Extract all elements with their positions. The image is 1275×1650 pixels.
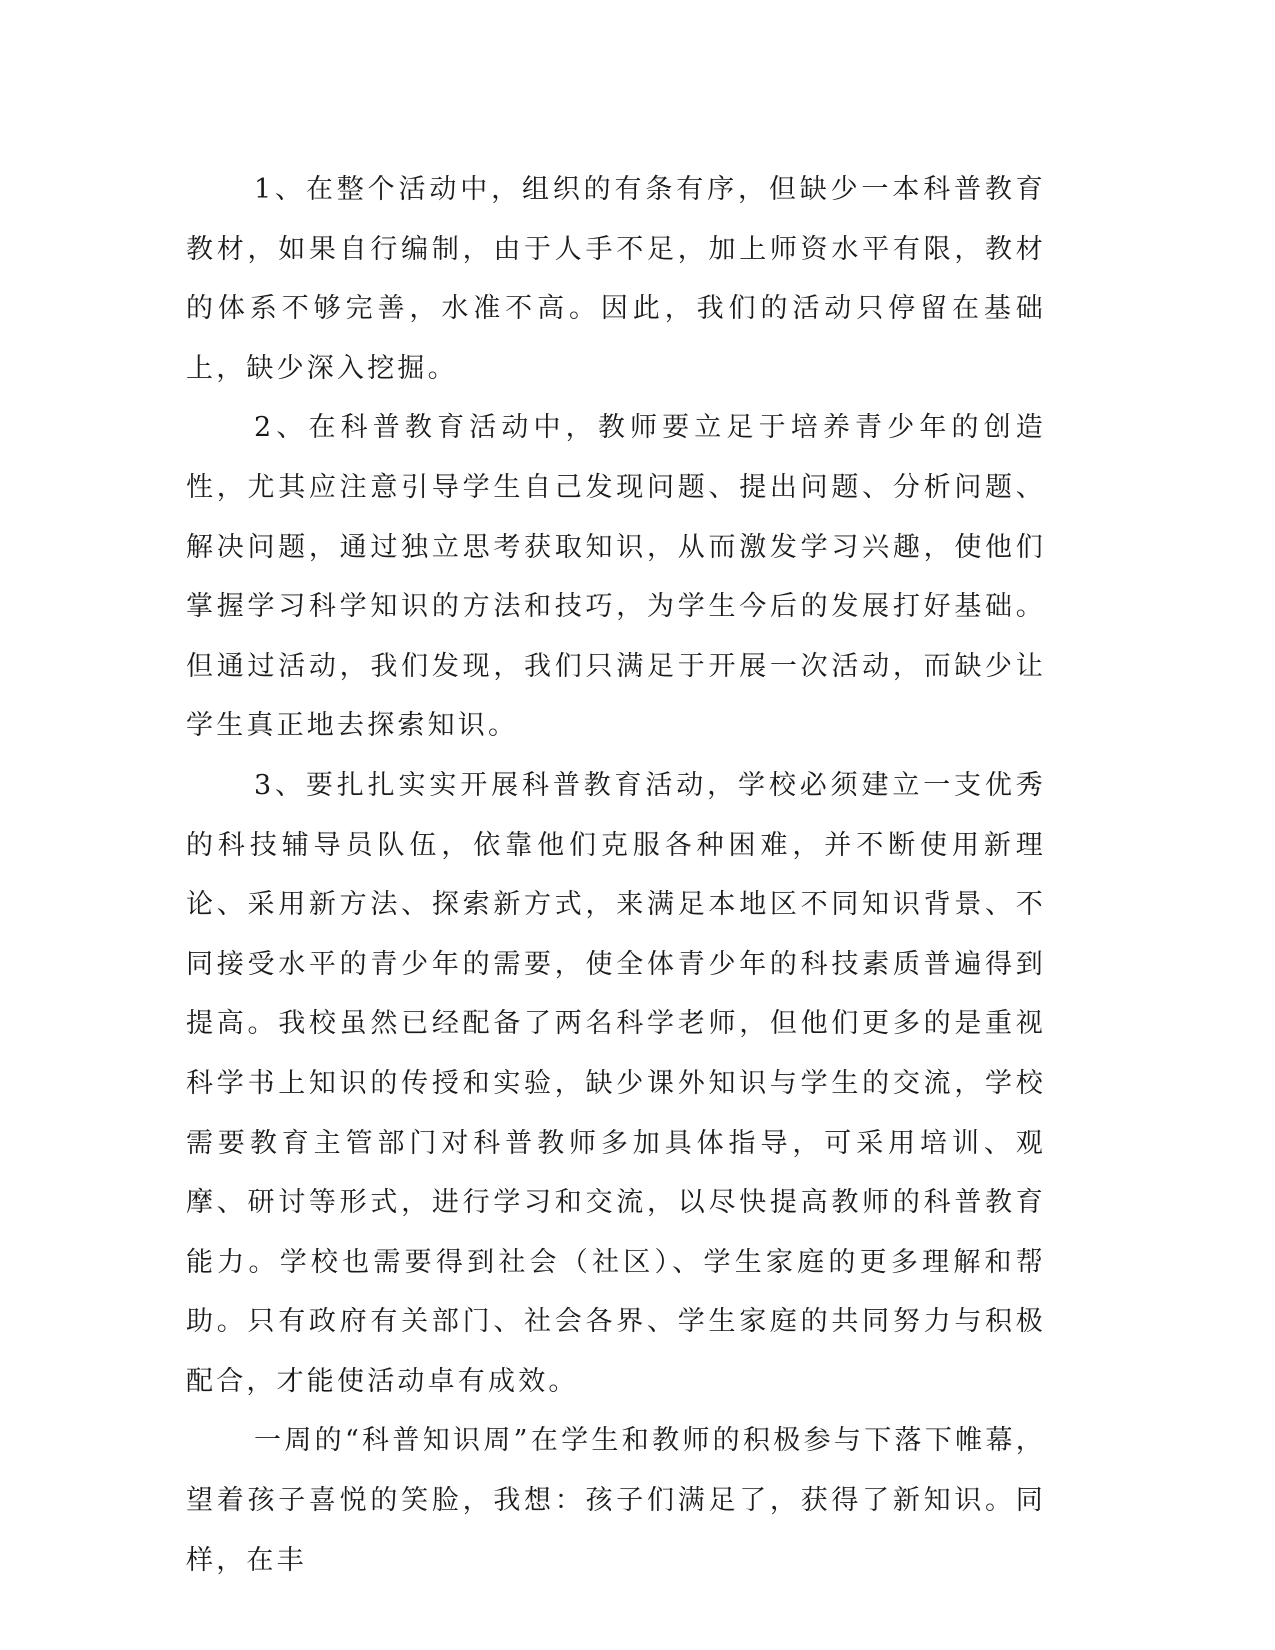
paragraph-3: 3、要扎扎实实开展科普教育活动，学校必须建立一支优秀的科技辅导员队伍，依靠他们克服各种困难，并不断使用新理论、采用新方法、探索新方式，来满足本地区不同知识背景、不同接受水平的青少年的需要，使全体青少年的科技素质普遍得到提高。我校虽然已经配备了两名科学老师，但他们更多的是重视科学书上知识的传授和实验，缺少课外知识与学生的交流，学校需要教育主管部门对科普教师多加具体指导，可采用培训、观摩、研讨等形式，进行学习和交流，以尽快提高教师的科普教育能力。学校也需要得到社会（社区）、学生家庭的更多理解和帮助。只有政府有关部门、社会各界、学生家庭的共同努力与积极配合，才能使活动卓有成效。 xyxy=(186,769,1046,1397)
document-body xyxy=(186,160,1046,1590)
paragraph-2: 2、在科普教育活动中，教师要立足于培养青少年的创造性，尤其应注意引导学生自己发现问题、提出问题、分析问题、解决问题，通过独立思考获取知识，从而激发学习兴趣，使他们掌握学习科学知识的方法和技巧，为学生今后的发展打好基础。但通过活动，我们发现，我们只满足于开展一次活动，而缺少让学生真正地去探索知识。 xyxy=(186,412,1046,742)
paragraph-1: 1、在整个活动中，组织的有条有序，但缺少一本科普教育教材，如果自行编制，由于人手不足，加上师资水平有限，教材的体系不够完善，水准不高。因此，我们的活动只停留在基础上，缺少深入挖掘。 xyxy=(186,174,1046,384)
paragraph-4: 一周的“科普知识周”在学生和教师的积极参与下落下帷幕，望着孩子喜悦的笑脸，我想：孩子们满足了，获得了新知识。同样，在丰 xyxy=(186,1425,1046,1576)
